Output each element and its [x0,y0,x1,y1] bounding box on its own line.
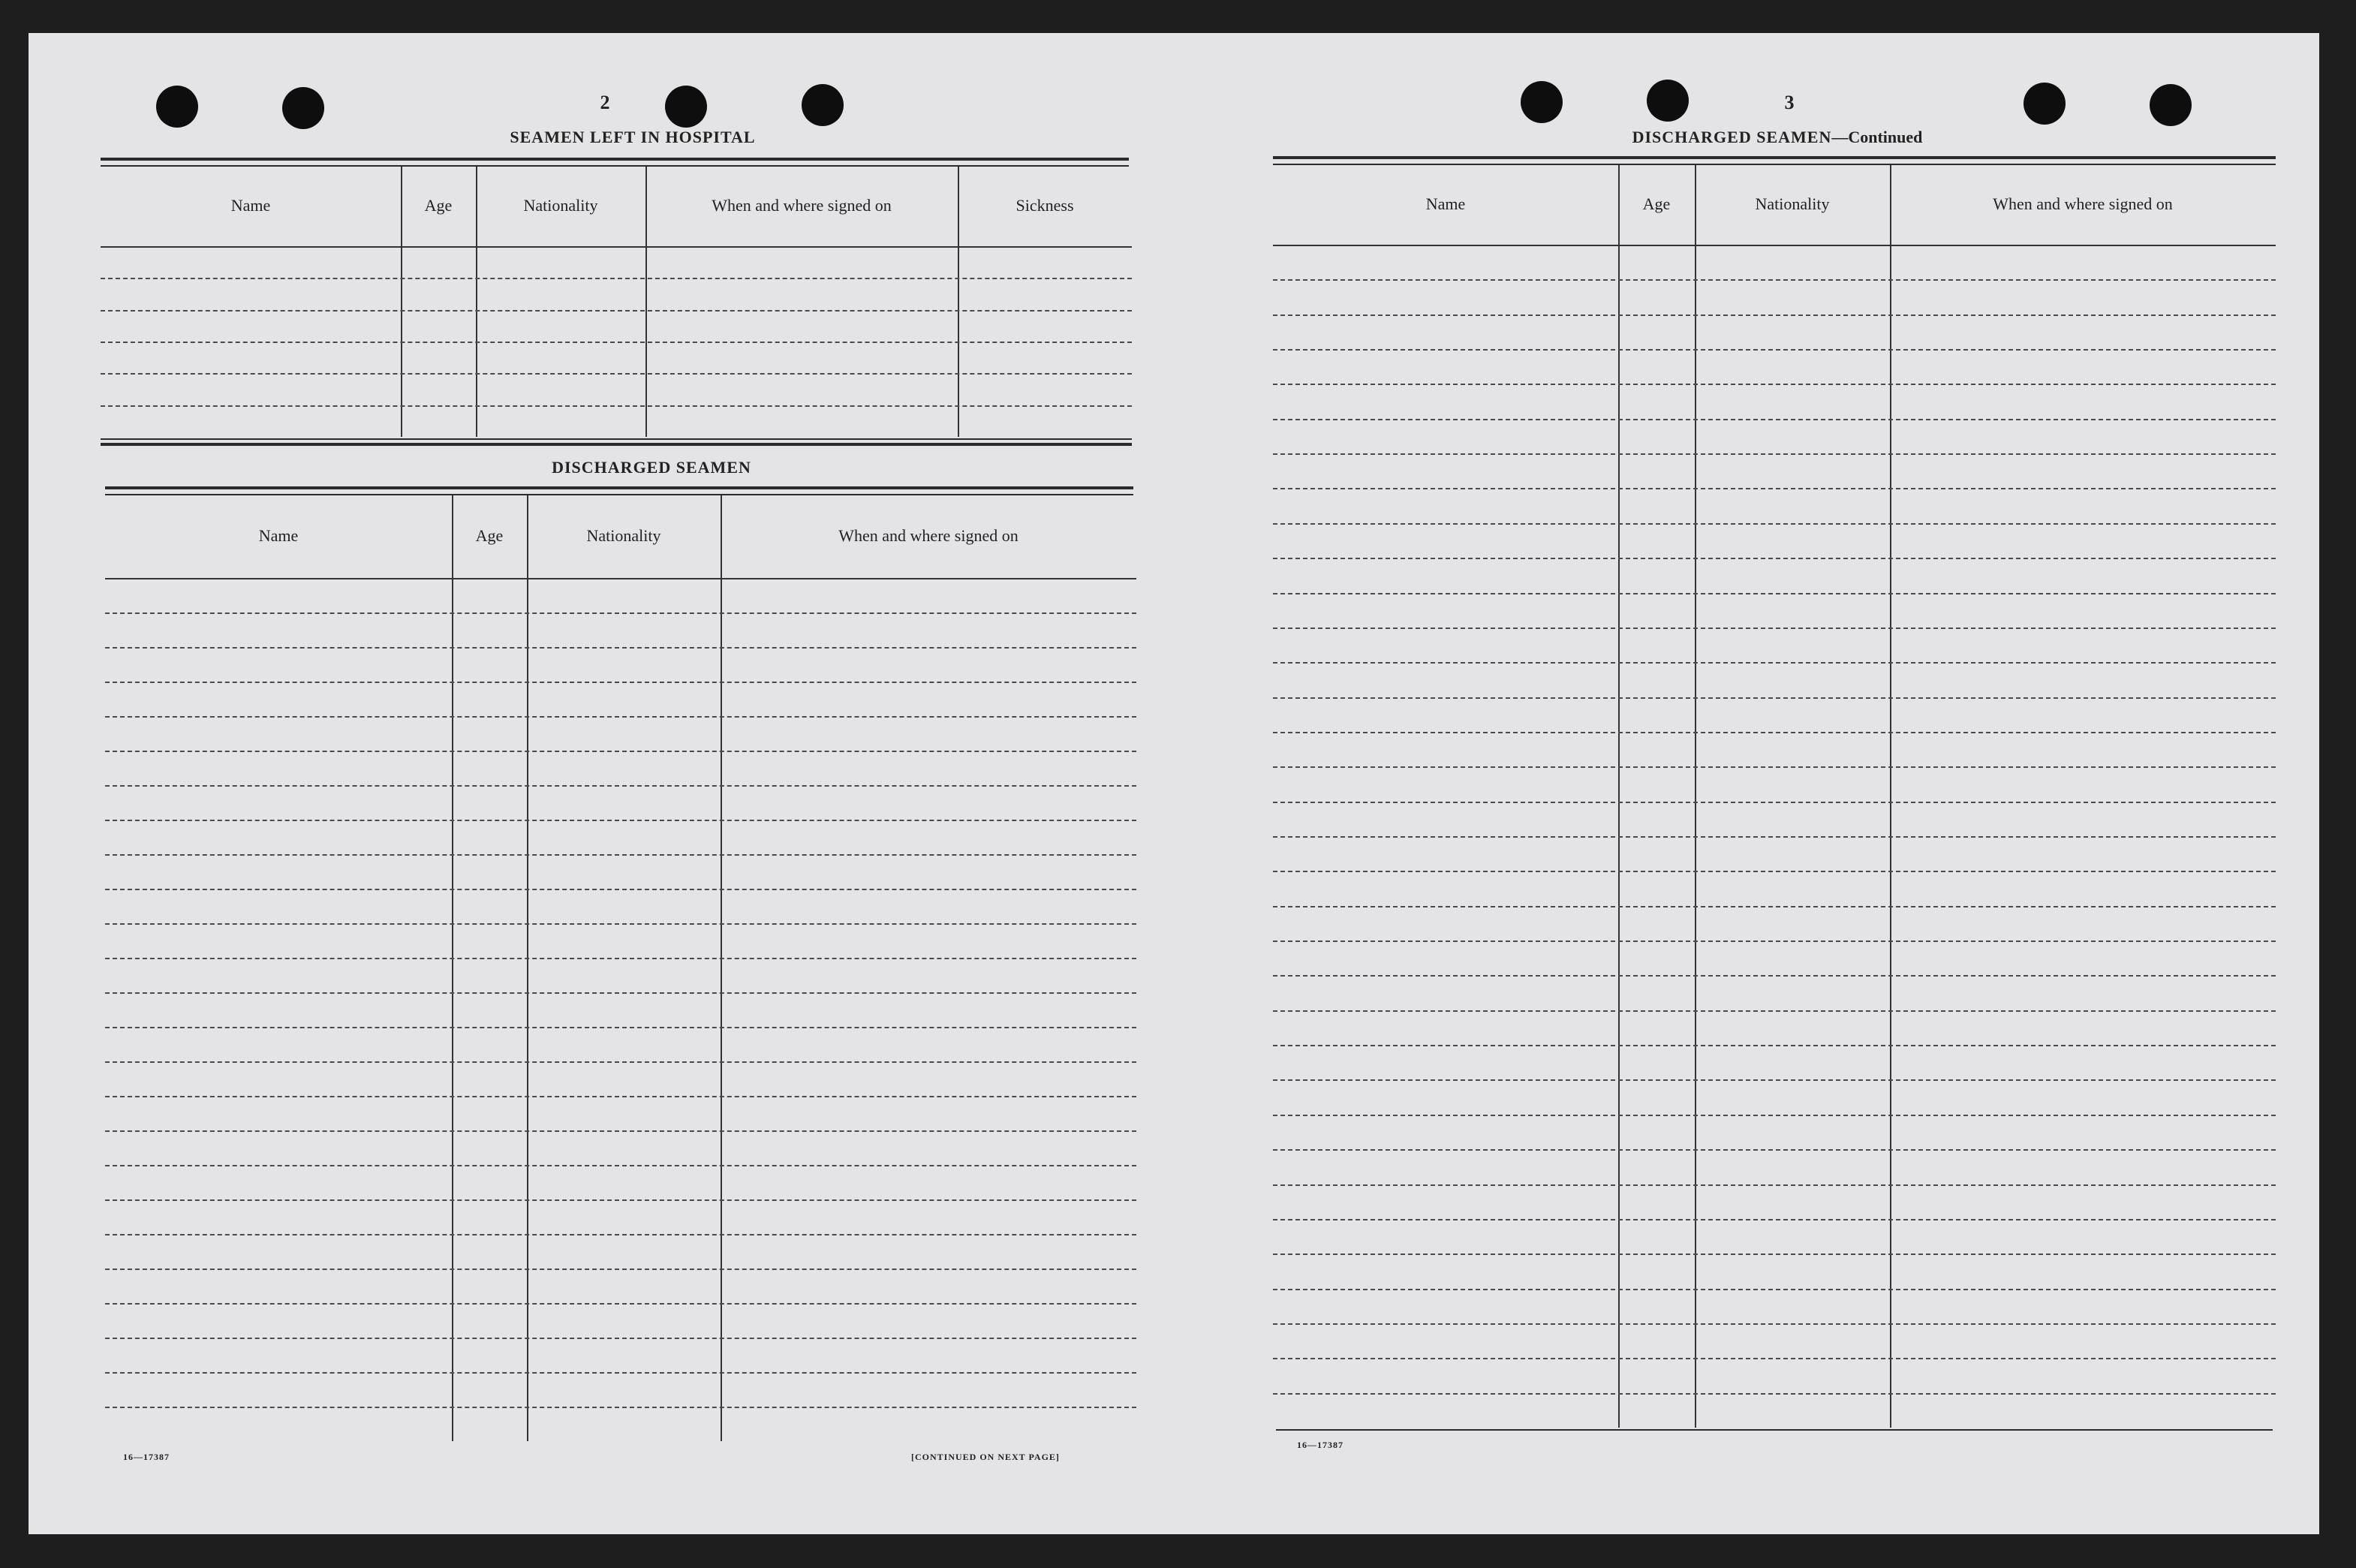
table-row [101,342,1132,343]
hospital-section-title: SEAMEN LEFT IN HOSPITAL [510,128,756,146]
column-header: Age [1642,194,1671,213]
discharged-table [105,495,1136,1441]
table-row [105,1061,1136,1063]
column-header: Nationality [1755,194,1830,213]
divider [101,443,1132,446]
table-row [1273,1149,2276,1151]
table-row [1273,349,2276,351]
page-number: 3 [1784,92,1795,113]
title-suffix: —Continued [1831,128,1923,146]
column-header: Age [475,526,504,545]
left-page [29,33,1177,1534]
continued-note: [CONTINUED ON NEXT PAGE] [911,1452,1060,1462]
table-row [1273,1393,2276,1395]
form-number: 16—17387 [1297,1440,1343,1450]
divider [1276,1429,2273,1431]
table-row [1273,558,2276,559]
table-row [1273,279,2276,281]
column-divider [1695,165,1696,1428]
table-row [1273,1184,2276,1186]
table-row [105,1303,1136,1305]
column-divider [476,167,477,437]
table-row [1273,1045,2276,1046]
table-row [1273,315,2276,316]
header-rule [105,578,1136,579]
table-row [1273,453,2276,455]
column-header: Name [258,526,299,545]
table-row [1273,697,2276,699]
divider [1273,156,2276,159]
table-row [1273,766,2276,768]
table-row [105,682,1136,683]
column-header: Nationality [523,196,598,215]
table-row [101,405,1132,407]
column-divider [1618,165,1620,1428]
table-row [105,923,1136,925]
table-row [1273,1115,2276,1116]
table-row [101,278,1132,279]
table-row [1273,1219,2276,1220]
column-header: Name [230,196,271,215]
table-row [105,1130,1136,1132]
discharged-section-title: DISCHARGED SEAMEN [552,458,751,477]
column-divider [645,167,647,437]
table-row [101,310,1132,311]
table-row [1273,628,2276,629]
column-divider [401,167,402,437]
table-row [1273,732,2276,733]
column-divider [452,495,453,1441]
divider [105,486,1133,489]
column-header: Age [424,196,453,215]
table-row [1273,488,2276,489]
header-rule [101,246,1132,248]
table-row [105,958,1136,959]
table-row [1273,593,2276,594]
divider [101,158,1129,161]
header-rule [1273,245,2276,246]
column-header: When and where signed on [1993,194,2173,213]
table-row [1273,802,2276,803]
column-header: When and where signed on [838,526,1019,545]
table-row [1273,662,2276,664]
page-number: 2 [600,92,610,113]
column-header: Sickness [1016,196,1074,215]
table-row [105,1199,1136,1201]
table-row [1273,1289,2276,1290]
table-row [1273,940,2276,942]
right-page [1177,33,2319,1534]
column-divider [721,495,722,1441]
column-divider [958,167,959,437]
discharged-continued-title [1597,128,1957,147]
form-number: 16—17387 [123,1452,170,1462]
title-main: DISCHARGED SEAMEN [1632,128,1832,146]
table-row [105,992,1136,994]
column-header: When and where signed on [712,196,892,215]
table-row [105,820,1136,821]
column-divider [1890,165,1891,1428]
table-row [1273,384,2276,385]
table-row [1273,906,2276,907]
table-row [105,1027,1136,1028]
table-row [1273,419,2276,420]
table-row [1273,1253,2276,1255]
table-row [1273,1079,2276,1081]
table-row [1273,975,2276,977]
table-row [105,647,1136,649]
table-row [105,751,1136,752]
table-row [105,1165,1136,1166]
table-row [105,716,1136,718]
continued-table [1273,165,2276,1428]
table-row [105,1407,1136,1408]
table-row [1273,1010,2276,1012]
column-divider [527,495,528,1441]
table-row [105,1372,1136,1374]
column-header: Name [1425,194,1466,213]
table-row [1273,871,2276,872]
divider [101,438,1132,440]
table-row [105,785,1136,787]
table-row [105,1096,1136,1097]
table-row [105,854,1136,856]
form-sheet [29,33,2319,1534]
table-row [1273,523,2276,525]
table-row [1273,836,2276,838]
hospital-table [101,167,1132,437]
table-row [1273,1358,2276,1359]
table-row [101,373,1132,375]
table-row [1273,1323,2276,1325]
table-row [105,1234,1136,1235]
table-row [105,889,1136,890]
table-row [105,1338,1136,1339]
column-header: Nationality [586,526,661,545]
table-row [105,612,1136,614]
table-row [105,1269,1136,1270]
